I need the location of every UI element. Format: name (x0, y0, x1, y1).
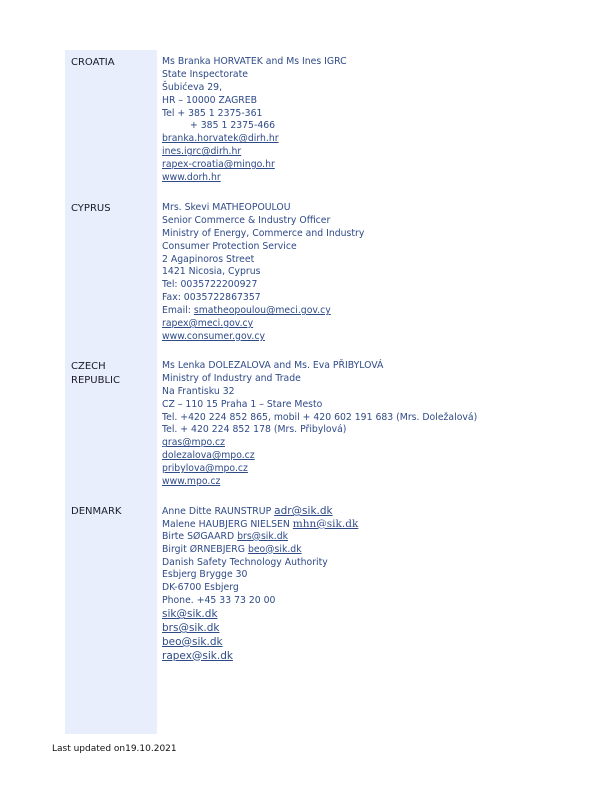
contact-line (162, 254, 562, 267)
contact-text: + 385 1 2375-466 (190, 120, 276, 132)
contact-line (162, 412, 562, 425)
email-link[interactable]: brs@sik.dk (237, 530, 289, 542)
email-link[interactable]: rapex@meci.gov.cy (162, 318, 254, 330)
contact-line (162, 215, 562, 228)
contact-line (162, 69, 562, 82)
email-link[interactable]: rapex-croatia@mingo.hr (162, 159, 275, 171)
country-name: CYPRUS (71, 203, 111, 214)
contact-text: Tel. + 420 224 852 178 (Mrs. Přibylová) (162, 424, 347, 436)
email-link[interactable]: smatheopoulou@meci.gov.cy (193, 305, 331, 317)
contact-line (162, 544, 562, 557)
contact-text: Ministry of Energy, Commerce and Industry (162, 227, 365, 239)
last-updated-footer: Last updated on19.10.2021 (52, 744, 177, 754)
country-name: DENMARK (71, 506, 122, 517)
email-link[interactable]: rapex@sik.dk (162, 649, 233, 662)
contact-line (162, 133, 562, 146)
contact-text: Tel. +420 224 852 865, mobil + 420 602 191 683 (Mrs. Doležalová) (162, 411, 478, 423)
contact-line (162, 202, 562, 215)
contact-line (162, 595, 562, 608)
contact-line (162, 399, 562, 412)
contact-line (162, 437, 562, 450)
email-link[interactable]: adr@sik.dk (274, 505, 333, 517)
email-link[interactable]: dolezalova@mpo.cz (162, 450, 255, 462)
contact-line (162, 505, 562, 518)
contact-line (162, 241, 562, 254)
contact-text: Tel + 385 1 2375-361 (162, 107, 263, 119)
contact-line (162, 95, 562, 108)
contact-text: CZ – 110 15 Praha 1 – Stare Mesto (162, 398, 323, 410)
country-column-background (65, 50, 157, 734)
contact-text: Senior Commerce & Industry Officer (162, 214, 331, 226)
contact-details (162, 202, 562, 344)
contact-line (162, 518, 562, 531)
contact-line (162, 172, 562, 185)
contact-text: DK-6700 Esbjerg (162, 582, 239, 594)
contact-text: 1421 Nicosia, Cyprus (162, 266, 261, 278)
contact-line (162, 569, 562, 582)
email-link[interactable]: beo@sik.dk (162, 635, 223, 648)
contact-text: Birte SØGAARD (162, 530, 238, 542)
contact-line (162, 292, 562, 305)
contact-text: Phone. +45 33 73 20 00 (162, 595, 276, 607)
contact-details (162, 360, 562, 489)
website-link[interactable]: www.consumer.gov.cy (162, 330, 265, 342)
email-link[interactable]: pribylova@mpo.cz (162, 463, 248, 475)
contact-text: Esbjerg Brygge 30 (162, 569, 248, 581)
contact-details (162, 56, 562, 185)
contact-text: Ministry of Industry and Trade (162, 372, 301, 384)
contact-line (162, 650, 562, 664)
contact-line (162, 360, 562, 373)
contact-text: Email: (162, 305, 194, 317)
contact-text: Consumer Protection Service (162, 240, 297, 252)
contact-line (162, 159, 562, 172)
contact-line (162, 463, 562, 476)
contact-text: Šubićeva 29, (162, 81, 223, 93)
contact-line (162, 305, 562, 318)
contact-line (162, 582, 562, 595)
contact-line (162, 557, 562, 570)
contact-line (162, 56, 562, 69)
contact-line (162, 146, 562, 159)
contact-line (162, 120, 562, 133)
contact-line (162, 373, 562, 386)
contact-text: Anne Ditte RAUNSTRUP (162, 506, 275, 517)
contact-line (162, 636, 562, 650)
email-link[interactable]: brs@sik.dk (162, 621, 220, 634)
email-link[interactable]: mhn@sik.dk (292, 517, 359, 530)
contact-line (162, 228, 562, 241)
contact-text: Fax: 0035722867357 (162, 292, 261, 304)
contact-line (162, 279, 562, 292)
contact-line (162, 531, 562, 544)
contact-line (162, 108, 562, 121)
contact-text: Ms Branka HORVATEK and Ms Ines IGRC (162, 56, 347, 67)
country-name: CZECH REPUBLIC (71, 361, 120, 386)
contact-line (162, 331, 562, 344)
contact-line (162, 386, 562, 399)
contact-text: Malene HAUBJERG NIELSEN (162, 518, 293, 530)
country-name: CROATIA (71, 57, 115, 68)
contact-text: 2 Agapinoros Street (162, 253, 255, 265)
website-link[interactable]: www.dorh.hr (162, 172, 221, 184)
contact-line (162, 266, 562, 279)
contact-line (162, 424, 562, 437)
email-link[interactable]: branka.horvatek@dirh.hr (162, 133, 279, 145)
contact-text: Birgit ØRNEBJERG (162, 543, 248, 555)
email-link[interactable]: ines.igrc@dirh.hr (162, 146, 242, 158)
email-link[interactable]: sik@sik.dk (162, 608, 218, 621)
contact-text: Ms Lenka DOLEZALOVA and Ms. Eva PŘIBYLOVÁ (162, 360, 384, 371)
website-link[interactable]: www.mpo.cz (162, 476, 221, 488)
email-link[interactable]: gras@mpo.cz (162, 437, 225, 449)
contact-details (162, 505, 562, 663)
email-link[interactable]: beo@sik.dk (247, 543, 302, 555)
contact-line (162, 608, 562, 622)
contact-text: Na Frantisku 32 (162, 385, 235, 397)
contact-line (162, 450, 562, 463)
contact-text: Mrs. Skevi MATHEOPOULOU (162, 202, 291, 213)
contact-line (162, 476, 562, 489)
contact-line (162, 82, 562, 95)
contact-text: State Inspectorate (162, 68, 248, 80)
contact-text: Tel: 0035722200927 (162, 279, 258, 291)
contact-line (162, 318, 562, 331)
contact-text: HR – 10000 ZAGREB (162, 94, 258, 106)
contact-line (162, 622, 562, 636)
contact-text: Danish Safety Technology Authority (162, 556, 328, 568)
